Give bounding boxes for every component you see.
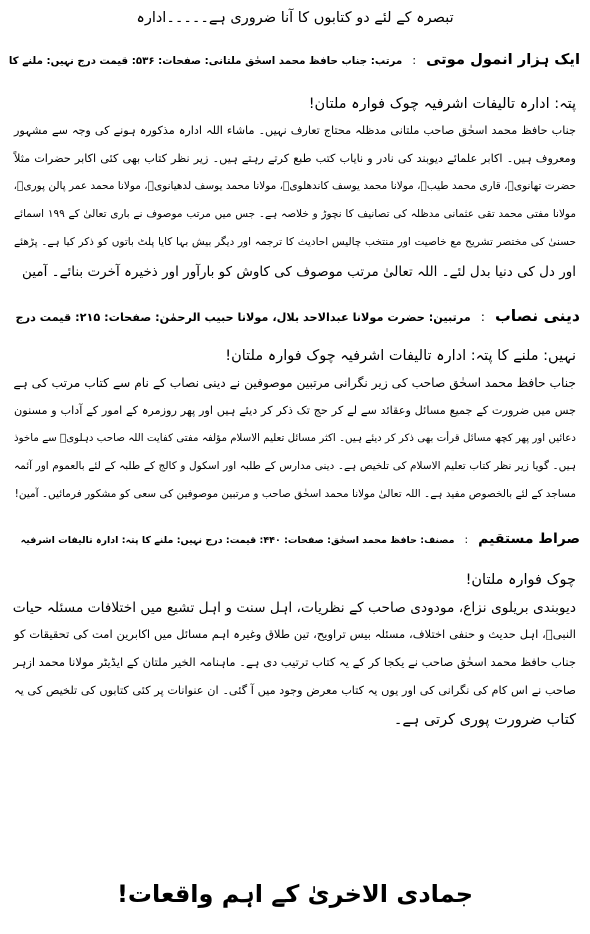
book-3-meta2: چوک فوارہ ملتان!	[465, 572, 576, 588]
book-3-line: جناب حافظ محمد اسحٰق صاحب نے یکجا کر کے یہ کتاب ترتیب دی ہے۔ ماہنامہ الخیر ملتان کے ایڈیٹر مولانا محمد ازہر	[13, 655, 576, 669]
book-3-line: کتاب ضرورت پوری کرتی ہے۔	[393, 712, 576, 728]
book-1-line: ومعروف ہیں۔ اکابر علمائے دیوبند کی نادر و نایاب کتب طبع کرتے رہتے ہیں۔ زیر نظر کتاب بھی کئی اکابر حضرات مثلاً	[14, 152, 576, 165]
book-1-line: حسنیٰ کی مختصر تشریح مع خاصیت اور منتخب چالیس احادیث کا ترجمہ اور دیگر بیش بہا کایا پلٹ باتوں کو ذکر کیا ہے۔ پڑھئے	[14, 236, 576, 248]
book-1-heading: ایک ہزار انمول موتی:مرتب: جناب حافظ محمد اسحٰق ملتانی: صفحات: ۵۳۶: قیمت درج نہیں: ملنے کا	[8, 51, 580, 68]
book-2-meta2: نہیں: ملنے کا پتہ: ادارہ تالیفات اشرفیہ چوک فوارہ ملتان!	[225, 348, 576, 364]
book-1-line: حضرت تھانویؒ، قاری محمد طیبؒ، مولانا محمد یوسف کاندھلویؒ، مولانا محمد یوسف لدھیانویؒ، مولانا محمد عمر پالن پوریؒ،	[13, 180, 576, 192]
book-3-line: صاحب نے اس کام کی نگرانی کی اور یوں یہ کتاب معرض وجود میں آ گئی۔ ان عنوانات پر کئی کتابوں کی تلخیص کی یہ	[14, 684, 576, 697]
book-3-meta: مصنف: حافظ محمد اسحٰق: صفحات: ۴۴۰: قیمت: درج نہیں: ملنے کا پتہ: ادارہ تالیفات اشرفیہ	[20, 535, 455, 546]
book-2-heading: دینی نصاب:مرتبین: حضرت مولانا عبدالاحد بلال، مولانا حبیب الرحمٰن: صفحات: ۲۱۵: قیمت درج	[15, 306, 580, 325]
book-2-line: جناب حافظ محمد اسحٰق صاحب کی زیر نگرانی مرتبین موصوفین نے دینی نصاب کے نام سے کتاب مرتب کی ہے	[13, 376, 576, 390]
book-3-line: النبیؐ، اہل حدیث و حنفی اختلاف، مسئلہ بیس تراویح، تین طلاق وغیرہ اہم مسائل میں اکابرین امت کی تحقیقات کو	[14, 627, 576, 641]
book-1-meta: مرتب: جناب حافظ محمد اسحٰق ملتانی: صفحات: ۵۳۶: قیمت درج نہیں: ملنے کا	[8, 55, 403, 67]
book-3-title: صراط مستقیم	[478, 531, 580, 547]
book-1-line: اور دل کی دنیا بدل لئے۔ اللہ تعالیٰ مرتب موصوف کی کاوش کو بارآور اور ذخیرہ آخرت بنائے۔ آمین	[22, 264, 576, 280]
book-3-line: دیوبندی بریلوی نزاع، مودودی صاحب کے نظریات، اہل سنت و اہل تشیع میں اختلافات مسئلہ حیات	[12, 600, 576, 616]
book-2-line: ہیں۔ گویا زیر نظر کتاب تعلیم الاسلام کی تلخیص ہے۔ دینی مدارس کے طلبہ اور اسکول و کالج کے طلبہ کے لئے بالعموم اور آئمہ	[14, 460, 576, 472]
book-2-title: دینی نصاب	[494, 306, 580, 325]
book-2-line: جس میں ضرورت کے جمیع مسائل وعقائد سے لے کر حج تک ذکر کر دیئے ہیں اور پھر روزمرہ کے امور کے آداب و مسنون	[14, 404, 576, 417]
top-note: تبصرہ کے لئے دو کتابوں کا آنا ضروری ہے۔۔۔۔۔ادارہ	[136, 10, 454, 26]
book-3-heading: صراط مستقیم:مصنف: حافظ محمد اسحٰق: صفحات: ۴۴۰: قیمت: درج نہیں: ملنے کا پتہ: ادارہ تالیفات اشرفیہ	[20, 531, 580, 547]
section-title: جمادی الاخریٰ کے اہم واقعات!	[116, 880, 474, 908]
book-1-meta2: پتہ: ادارہ تالیفات اشرفیہ چوک فوارہ ملتان!	[308, 96, 576, 112]
book-2-meta: مرتبین: حضرت مولانا عبدالاحد بلال، مولانا حبیب الرحمٰن: صفحات: ۲۱۵: قیمت درج	[15, 311, 471, 324]
book-2-line: دعائیں اور پھر کچھ مسائل قرأت بھی ذکر کر دیئے ہیں۔ اکثر مسائل تعلیم الاسلام مؤلفہ مفتی کفایت اللہ صاحب دہلویؒ سے ماخوذ	[14, 432, 576, 444]
book-1-title: ایک ہزار انمول موتی	[426, 51, 580, 68]
book-1-line: مولانا مفتی محمد تقی عثمانی مدظلہ کی تصانیف کا نچوڑ و خلاصہ ہے۔ جس میں مرتب موصوف نے باری تعالیٰ کے ۱۹۹ اسمائے	[14, 208, 576, 220]
book-2-line: مساجد کے لئے بالخصوص مفید ہے۔ اللہ تعالیٰ مولانا محمد اسحٰق صاحب و مرتبین موصوفین کی سعی کو مشکور فرمائیں۔ آمین!	[14, 488, 576, 500]
book-1-line: جناب حافظ محمد اسحٰق صاحب ملتانی مدظلہ محتاج تعارف نہیں۔ ماشاء اللہ ادارہ مذکورہ ہونے کی وجہ سے مشہور	[14, 124, 576, 137]
